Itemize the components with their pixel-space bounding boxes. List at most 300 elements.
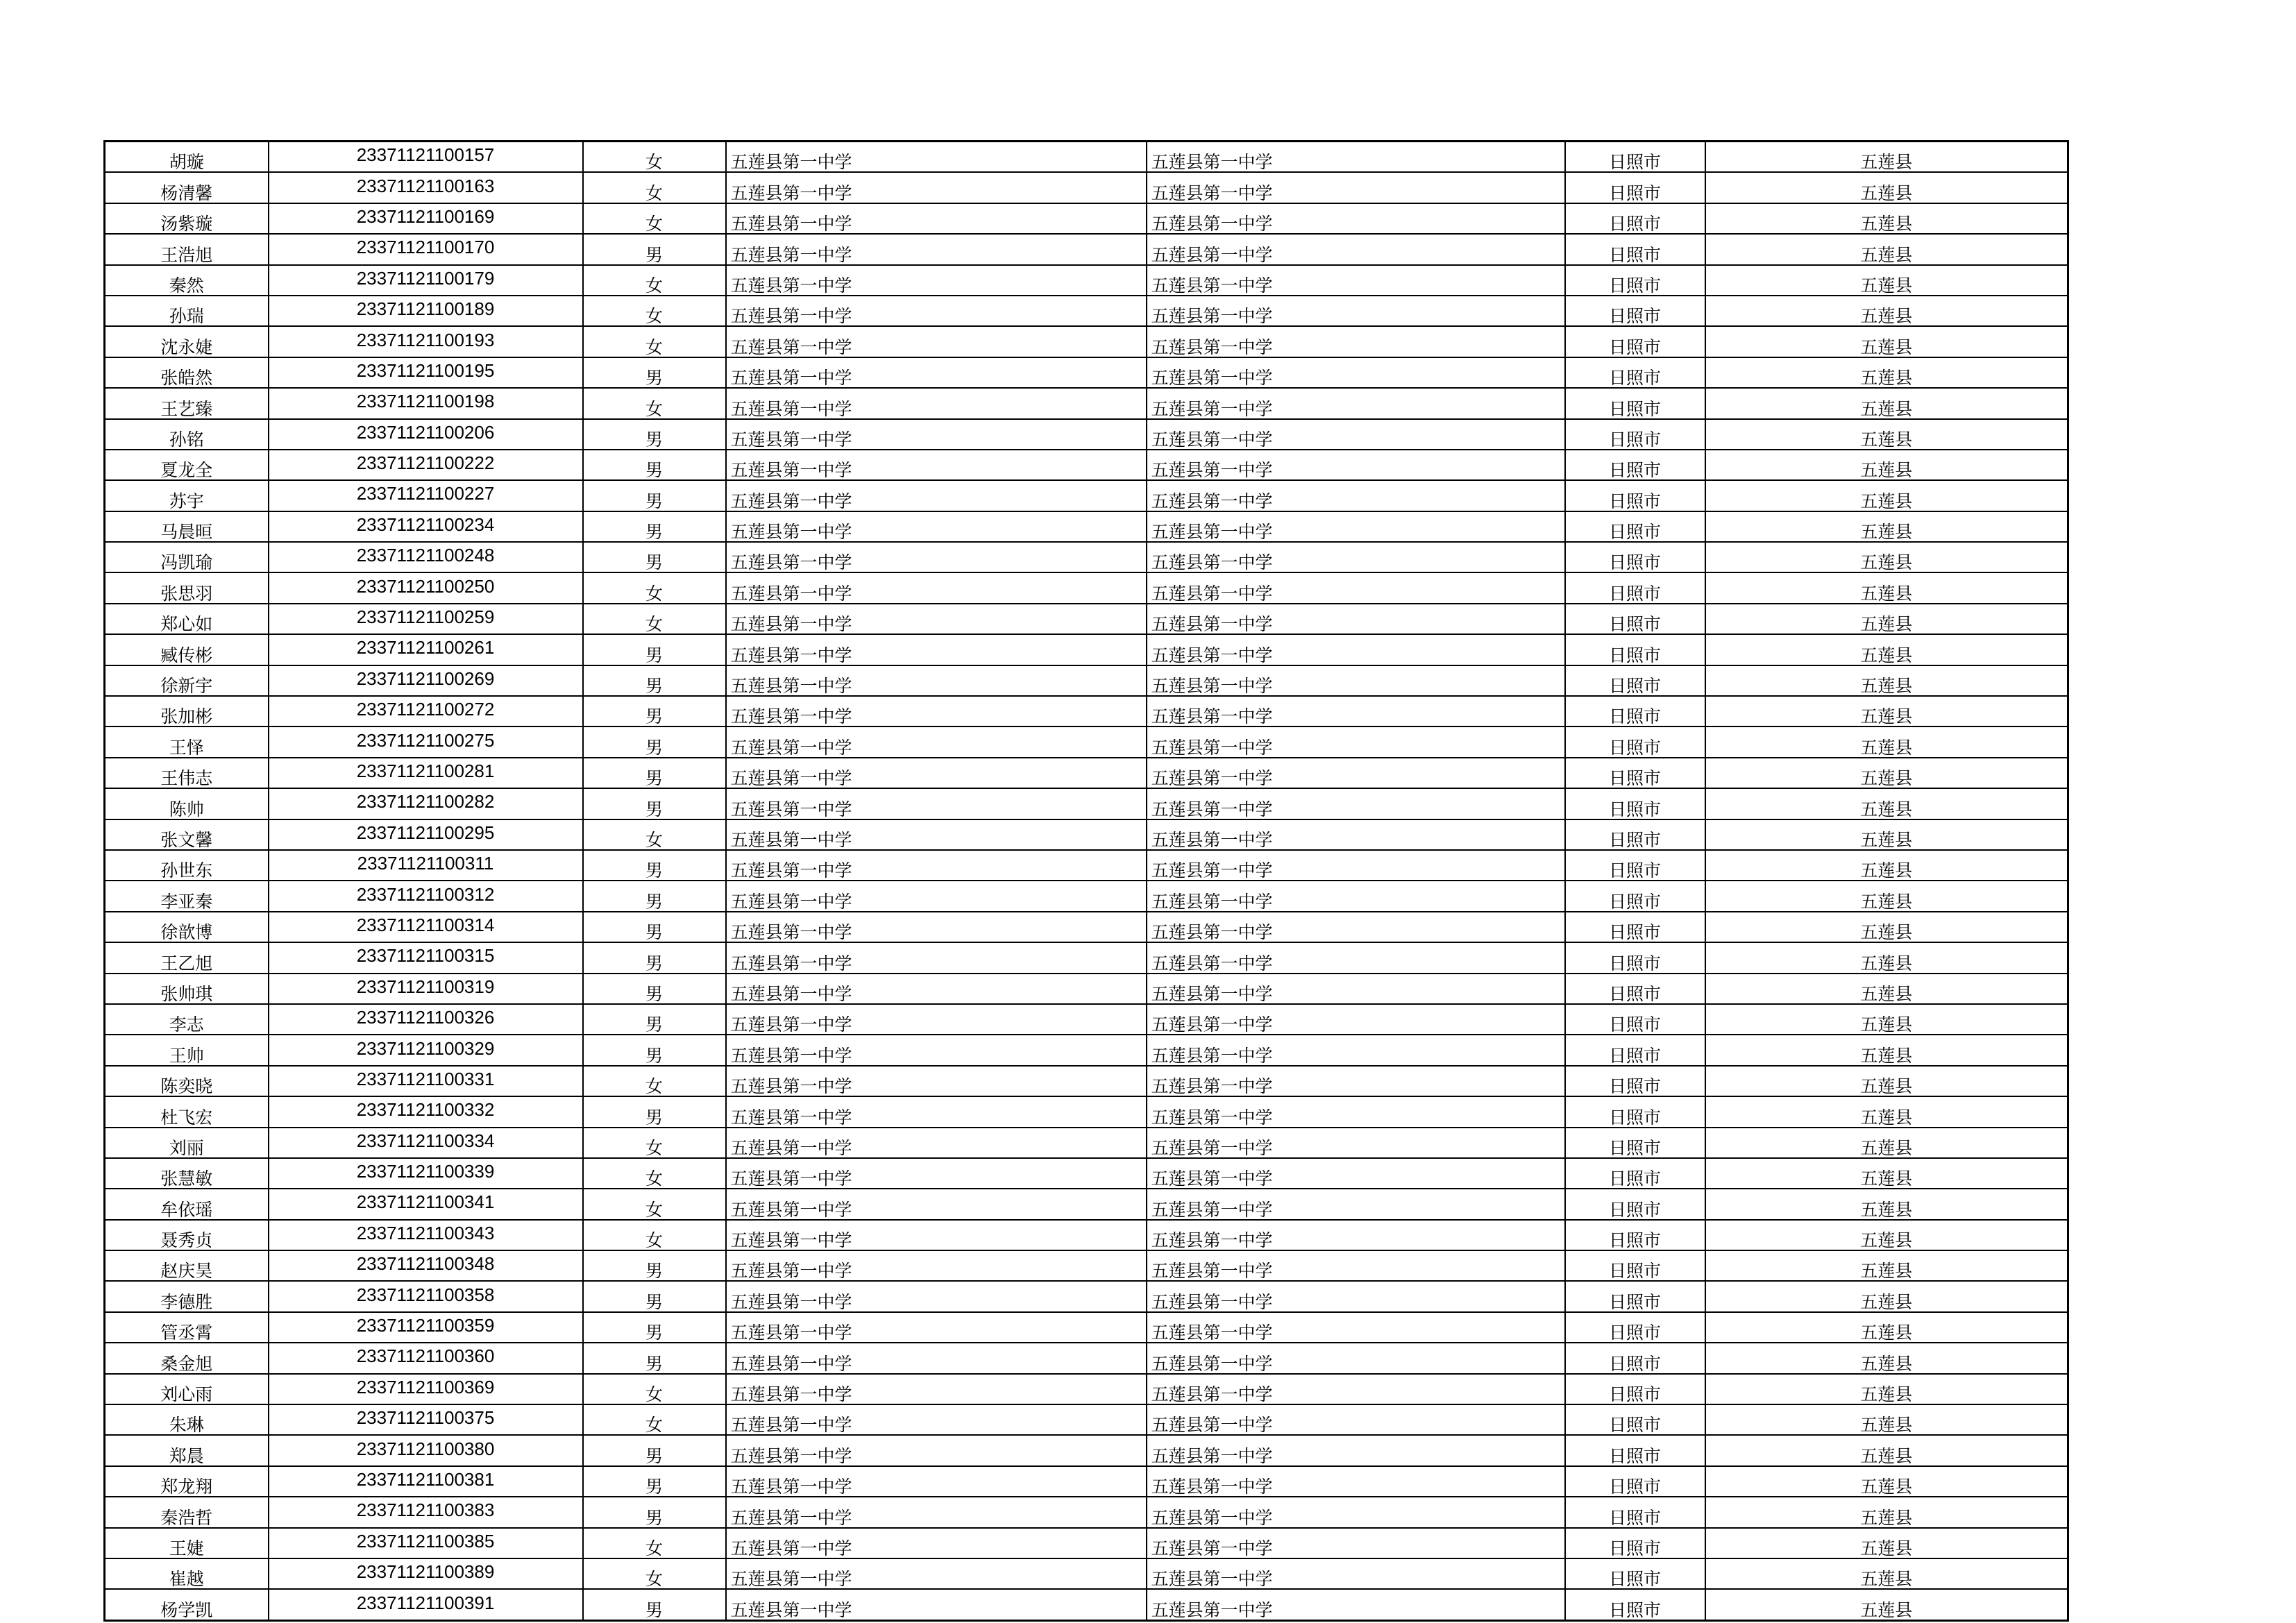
- cell-city: 日照市: [1565, 604, 1705, 634]
- cell-name: 聂秀贞: [105, 1220, 269, 1250]
- cell-county: 五莲县: [1705, 634, 2068, 665]
- cell-county: 五莲县: [1705, 1374, 2068, 1404]
- cell-graduation-school: 五莲县第一中学: [1147, 480, 1565, 511]
- table-row: [105, 203, 2068, 234]
- cell-school: 五莲县第一中学: [726, 696, 1147, 726]
- cell-city: 日照市: [1565, 1066, 1705, 1096]
- cell-exam-id: 23371121100380: [269, 1435, 583, 1465]
- cell-exam-id: 23371121100359: [269, 1312, 583, 1343]
- cell-name: 徐新宇: [105, 665, 269, 696]
- cell-school: 五莲县第一中学: [726, 850, 1147, 881]
- cell-graduation-school: 五莲县第一中学: [1147, 1374, 1565, 1404]
- cell-name: 冯凯瑜: [105, 542, 269, 572]
- cell-gender: 女: [583, 819, 726, 850]
- cell-gender: 女: [583, 326, 726, 357]
- table-row: [105, 912, 2068, 942]
- cell-school: 五莲县第一中学: [726, 419, 1147, 450]
- cell-exam-id: 23371121100198: [269, 388, 583, 418]
- cell-graduation-school: 五莲县第一中学: [1147, 1158, 1565, 1189]
- cell-city: 日照市: [1565, 572, 1705, 603]
- cell-county: 五莲县: [1705, 1558, 2068, 1589]
- cell-graduation-school: 五莲县第一中学: [1147, 419, 1565, 450]
- cell-name: 赵庆昊: [105, 1250, 269, 1281]
- cell-name: 管丞霄: [105, 1312, 269, 1343]
- cell-city: 日照市: [1565, 788, 1705, 819]
- cell-gender: 男: [583, 1035, 726, 1065]
- table-row: [105, 172, 2068, 203]
- table-row: [105, 296, 2068, 326]
- cell-school: 五莲县第一中学: [726, 942, 1147, 973]
- cell-school: 五莲县第一中学: [726, 1158, 1147, 1189]
- table-row: [105, 1220, 2068, 1250]
- cell-exam-id: 23371121100282: [269, 788, 583, 819]
- cell-county: 五莲县: [1705, 604, 2068, 634]
- cell-graduation-school: 五莲县第一中学: [1147, 1404, 1565, 1435]
- cell-graduation-school: 五莲县第一中学: [1147, 296, 1565, 326]
- cell-exam-id: 23371121100234: [269, 511, 583, 542]
- cell-graduation-school: 五莲县第一中学: [1147, 1589, 1565, 1620]
- cell-exam-id: 23371121100358: [269, 1281, 583, 1311]
- cell-graduation-school: 五莲县第一中学: [1147, 326, 1565, 357]
- cell-city: 日照市: [1565, 1035, 1705, 1065]
- cell-county: 五莲县: [1705, 665, 2068, 696]
- cell-graduation-school: 五莲县第一中学: [1147, 172, 1565, 203]
- cell-gender: 女: [583, 1128, 726, 1158]
- cell-graduation-school: 五莲县第一中学: [1147, 942, 1565, 973]
- cell-school: 五莲县第一中学: [726, 265, 1147, 296]
- cell-city: 日照市: [1565, 665, 1705, 696]
- cell-county: 五莲县: [1705, 1589, 2068, 1620]
- cell-name: 李德胜: [105, 1281, 269, 1311]
- cell-school: 五莲县第一中学: [726, 758, 1147, 788]
- cell-graduation-school: 五莲县第一中学: [1147, 1250, 1565, 1281]
- cell-city: 日照市: [1565, 388, 1705, 418]
- cell-graduation-school: 五莲县第一中学: [1147, 1343, 1565, 1373]
- table-row: [105, 696, 2068, 726]
- cell-exam-id: 23371121100227: [269, 480, 583, 511]
- cell-city: 日照市: [1565, 1497, 1705, 1527]
- cell-county: 五莲县: [1705, 1128, 2068, 1158]
- cell-graduation-school: 五莲县第一中学: [1147, 1035, 1565, 1065]
- cell-county: 五莲县: [1705, 450, 2068, 480]
- table-row: [105, 1528, 2068, 1558]
- cell-gender: 男: [583, 850, 726, 881]
- cell-city: 日照市: [1565, 1466, 1705, 1497]
- cell-exam-id: 23371121100179: [269, 265, 583, 296]
- cell-exam-id: 23371121100334: [269, 1128, 583, 1158]
- cell-graduation-school: 五莲县第一中学: [1147, 1528, 1565, 1558]
- cell-graduation-school: 五莲县第一中学: [1147, 142, 1565, 173]
- cell-school: 五莲县第一中学: [726, 450, 1147, 480]
- cell-name: 杨清馨: [105, 172, 269, 203]
- cell-exam-id: 23371121100331: [269, 1066, 583, 1096]
- cell-exam-id: 23371121100360: [269, 1343, 583, 1373]
- table-row: [105, 942, 2068, 973]
- cell-county: 五莲县: [1705, 1035, 2068, 1065]
- table-row: [105, 542, 2068, 572]
- cell-county: 五莲县: [1705, 203, 2068, 234]
- cell-school: 五莲县第一中学: [726, 511, 1147, 542]
- cell-graduation-school: 五莲县第一中学: [1147, 788, 1565, 819]
- cell-exam-id: 23371121100170: [269, 234, 583, 264]
- table-row: [105, 142, 2068, 173]
- cell-gender: 女: [583, 296, 726, 326]
- cell-school: 五莲县第一中学: [726, 572, 1147, 603]
- cell-city: 日照市: [1565, 203, 1705, 234]
- cell-exam-id: 23371121100193: [269, 326, 583, 357]
- cell-name: 崔越: [105, 1558, 269, 1589]
- cell-name: 孙铭: [105, 419, 269, 450]
- cell-county: 五莲县: [1705, 726, 2068, 757]
- cell-gender: 女: [583, 604, 726, 634]
- cell-county: 五莲县: [1705, 974, 2068, 1004]
- cell-name: 李亚秦: [105, 881, 269, 911]
- cell-name: 秦然: [105, 265, 269, 296]
- table-row: [105, 265, 2068, 296]
- table-row: [105, 1312, 2068, 1343]
- cell-exam-id: 23371121100189: [269, 296, 583, 326]
- table-row: [105, 850, 2068, 881]
- cell-school: 五莲县第一中学: [726, 172, 1147, 203]
- cell-school: 五莲县第一中学: [726, 665, 1147, 696]
- cell-graduation-school: 五莲县第一中学: [1147, 912, 1565, 942]
- table-row: [105, 604, 2068, 634]
- cell-exam-id: 23371121100341: [269, 1189, 583, 1219]
- cell-school: 五莲县第一中学: [726, 726, 1147, 757]
- cell-city: 日照市: [1565, 1250, 1705, 1281]
- cell-city: 日照市: [1565, 881, 1705, 911]
- cell-graduation-school: 五莲县第一中学: [1147, 572, 1565, 603]
- cell-gender: 男: [583, 912, 726, 942]
- cell-city: 日照市: [1565, 265, 1705, 296]
- cell-graduation-school: 五莲县第一中学: [1147, 1128, 1565, 1158]
- cell-city: 日照市: [1565, 542, 1705, 572]
- table-row: [105, 326, 2068, 357]
- cell-school: 五莲县第一中学: [726, 1528, 1147, 1558]
- cell-city: 日照市: [1565, 1096, 1705, 1127]
- cell-gender: 男: [583, 1589, 726, 1620]
- cell-gender: 男: [583, 511, 726, 542]
- cell-name: 杜飞宏: [105, 1096, 269, 1127]
- table-row: [105, 1404, 2068, 1435]
- cell-school: 五莲县第一中学: [726, 1220, 1147, 1250]
- cell-exam-id: 23371121100281: [269, 758, 583, 788]
- table-row: [105, 1589, 2068, 1620]
- cell-graduation-school: 五莲县第一中学: [1147, 1466, 1565, 1497]
- cell-graduation-school: 五莲县第一中学: [1147, 265, 1565, 296]
- cell-city: 日照市: [1565, 850, 1705, 881]
- cell-gender: 男: [583, 419, 726, 450]
- cell-county: 五莲县: [1705, 1466, 2068, 1497]
- cell-exam-id: 23371121100326: [269, 1004, 583, 1035]
- cell-graduation-school: 五莲县第一中学: [1147, 726, 1565, 757]
- cell-gender: 女: [583, 1404, 726, 1435]
- cell-exam-id: 23371121100332: [269, 1096, 583, 1127]
- cell-county: 五莲县: [1705, 1343, 2068, 1373]
- cell-graduation-school: 五莲县第一中学: [1147, 819, 1565, 850]
- cell-city: 日照市: [1565, 419, 1705, 450]
- cell-gender: 女: [583, 1558, 726, 1589]
- cell-school: 五莲县第一中学: [726, 634, 1147, 665]
- cell-county: 五莲县: [1705, 1004, 2068, 1035]
- cell-county: 五莲县: [1705, 696, 2068, 726]
- table-row: [105, 634, 2068, 665]
- cell-exam-id: 23371121100250: [269, 572, 583, 603]
- cell-county: 五莲县: [1705, 1312, 2068, 1343]
- cell-name: 杨学凯: [105, 1589, 269, 1620]
- cell-school: 五莲县第一中学: [726, 1589, 1147, 1620]
- cell-name: 王艺臻: [105, 388, 269, 418]
- cell-school: 五莲县第一中学: [726, 974, 1147, 1004]
- cell-exam-id: 23371121100348: [269, 1250, 583, 1281]
- cell-name: 王乙旭: [105, 942, 269, 973]
- cell-school: 五莲县第一中学: [726, 1466, 1147, 1497]
- table-row: [105, 1374, 2068, 1404]
- cell-graduation-school: 五莲县第一中学: [1147, 1558, 1565, 1589]
- cell-gender: 女: [583, 265, 726, 296]
- table-row: [105, 511, 2068, 542]
- cell-name: 郑龙翔: [105, 1466, 269, 1497]
- cell-graduation-school: 五莲县第一中学: [1147, 665, 1565, 696]
- table-row: [105, 1343, 2068, 1373]
- cell-school: 五莲县第一中学: [726, 881, 1147, 911]
- table-row: [105, 726, 2068, 757]
- cell-graduation-school: 五莲县第一中学: [1147, 1435, 1565, 1465]
- cell-graduation-school: 五莲县第一中学: [1147, 203, 1565, 234]
- cell-school: 五莲县第一中学: [726, 604, 1147, 634]
- table-row: [105, 1558, 2068, 1589]
- cell-county: 五莲县: [1705, 942, 2068, 973]
- student-table: [103, 140, 2069, 1622]
- cell-name: 孙世东: [105, 850, 269, 881]
- table-row: [105, 1035, 2068, 1065]
- cell-school: 五莲县第一中学: [726, 788, 1147, 819]
- cell-city: 日照市: [1565, 1374, 1705, 1404]
- cell-county: 五莲县: [1705, 912, 2068, 942]
- cell-county: 五莲县: [1705, 819, 2068, 850]
- cell-name: 陈奕晓: [105, 1066, 269, 1096]
- table-row: [105, 788, 2068, 819]
- cell-city: 日照市: [1565, 234, 1705, 264]
- cell-county: 五莲县: [1705, 326, 2068, 357]
- cell-gender: 男: [583, 726, 726, 757]
- cell-gender: 男: [583, 480, 726, 511]
- cell-city: 日照市: [1565, 450, 1705, 480]
- cell-gender: 男: [583, 1250, 726, 1281]
- cell-name: 王伟志: [105, 758, 269, 788]
- table-row: [105, 881, 2068, 911]
- table-row: [105, 234, 2068, 264]
- cell-county: 五莲县: [1705, 234, 2068, 264]
- cell-name: 郑晨: [105, 1435, 269, 1465]
- cell-school: 五莲县第一中学: [726, 203, 1147, 234]
- cell-gender: 男: [583, 881, 726, 911]
- table-row: [105, 1281, 2068, 1311]
- cell-school: 五莲县第一中学: [726, 480, 1147, 511]
- cell-graduation-school: 五莲县第一中学: [1147, 234, 1565, 264]
- cell-gender: 男: [583, 234, 726, 264]
- cell-county: 五莲县: [1705, 881, 2068, 911]
- cell-name: 张皓然: [105, 357, 269, 388]
- cell-gender: 男: [583, 1343, 726, 1373]
- cell-city: 日照市: [1565, 819, 1705, 850]
- cell-city: 日照市: [1565, 696, 1705, 726]
- cell-exam-id: 23371121100261: [269, 634, 583, 665]
- table-row: [105, 388, 2068, 418]
- cell-city: 日照市: [1565, 1435, 1705, 1465]
- cell-school: 五莲县第一中学: [726, 1404, 1147, 1435]
- cell-county: 五莲县: [1705, 1250, 2068, 1281]
- cell-gender: 男: [583, 1435, 726, 1465]
- cell-school: 五莲县第一中学: [726, 1312, 1147, 1343]
- cell-school: 五莲县第一中学: [726, 326, 1147, 357]
- cell-city: 日照市: [1565, 1004, 1705, 1035]
- cell-name: 桑金旭: [105, 1343, 269, 1373]
- cell-graduation-school: 五莲县第一中学: [1147, 634, 1565, 665]
- cell-city: 日照市: [1565, 357, 1705, 388]
- cell-county: 五莲县: [1705, 480, 2068, 511]
- cell-city: 日照市: [1565, 1558, 1705, 1589]
- cell-gender: 女: [583, 1374, 726, 1404]
- table-row: [105, 1158, 2068, 1189]
- cell-graduation-school: 五莲县第一中学: [1147, 604, 1565, 634]
- table-row: [105, 1466, 2068, 1497]
- cell-graduation-school: 五莲县第一中学: [1147, 1312, 1565, 1343]
- cell-gender: 男: [583, 942, 726, 973]
- cell-county: 五莲县: [1705, 296, 2068, 326]
- cell-city: 日照市: [1565, 296, 1705, 326]
- cell-exam-id: 23371121100315: [269, 942, 583, 973]
- cell-city: 日照市: [1565, 172, 1705, 203]
- cell-county: 五莲县: [1705, 542, 2068, 572]
- table-row: [105, 1096, 2068, 1127]
- cell-county: 五莲县: [1705, 1497, 2068, 1527]
- cell-exam-id: 23371121100381: [269, 1466, 583, 1497]
- cell-city: 日照市: [1565, 142, 1705, 173]
- cell-gender: 女: [583, 1528, 726, 1558]
- cell-name: 李志: [105, 1004, 269, 1035]
- cell-gender: 男: [583, 788, 726, 819]
- cell-exam-id: 23371121100329: [269, 1035, 583, 1065]
- cell-gender: 女: [583, 1220, 726, 1250]
- cell-gender: 女: [583, 172, 726, 203]
- cell-gender: 男: [583, 1281, 726, 1311]
- cell-gender: 女: [583, 1189, 726, 1219]
- cell-gender: 男: [583, 1096, 726, 1127]
- cell-gender: 女: [583, 572, 726, 603]
- cell-graduation-school: 五莲县第一中学: [1147, 511, 1565, 542]
- cell-county: 五莲县: [1705, 1220, 2068, 1250]
- cell-county: 五莲县: [1705, 419, 2068, 450]
- cell-city: 日照市: [1565, 1220, 1705, 1250]
- cell-exam-id: 23371121100319: [269, 974, 583, 1004]
- cell-school: 五莲县第一中学: [726, 819, 1147, 850]
- cell-county: 五莲县: [1705, 1066, 2068, 1096]
- cell-name: 张文馨: [105, 819, 269, 850]
- cell-city: 日照市: [1565, 480, 1705, 511]
- cell-school: 五莲县第一中学: [726, 1066, 1147, 1096]
- table-row: [105, 1004, 2068, 1035]
- cell-school: 五莲县第一中学: [726, 1435, 1147, 1465]
- cell-graduation-school: 五莲县第一中学: [1147, 388, 1565, 418]
- cell-city: 日照市: [1565, 634, 1705, 665]
- cell-gender: 男: [583, 357, 726, 388]
- table-row: [105, 758, 2068, 788]
- cell-exam-id: 23371121100385: [269, 1528, 583, 1558]
- cell-school: 五莲县第一中学: [726, 1497, 1147, 1527]
- cell-gender: 男: [583, 634, 726, 665]
- cell-county: 五莲县: [1705, 1435, 2068, 1465]
- cell-exam-id: 23371121100206: [269, 419, 583, 450]
- cell-county: 五莲县: [1705, 1158, 2068, 1189]
- cell-school: 五莲县第一中学: [726, 1128, 1147, 1158]
- table-row: [105, 1128, 2068, 1158]
- cell-school: 五莲县第一中学: [726, 1250, 1147, 1281]
- cell-name: 张思羽: [105, 572, 269, 603]
- cell-name: 刘心雨: [105, 1374, 269, 1404]
- table-row: [105, 419, 2068, 450]
- cell-city: 日照市: [1565, 511, 1705, 542]
- cell-exam-id: 23371121100391: [269, 1589, 583, 1620]
- cell-exam-id: 23371121100163: [269, 172, 583, 203]
- cell-gender: 女: [583, 388, 726, 418]
- cell-exam-id: 23371121100369: [269, 1374, 583, 1404]
- cell-name: 张慧敏: [105, 1158, 269, 1189]
- cell-name: 夏龙全: [105, 450, 269, 480]
- table-row: [105, 974, 2068, 1004]
- table-row: [105, 480, 2068, 511]
- cell-exam-id: 23371121100259: [269, 604, 583, 634]
- cell-city: 日照市: [1565, 1404, 1705, 1435]
- cell-school: 五莲县第一中学: [726, 388, 1147, 418]
- cell-city: 日照市: [1565, 912, 1705, 942]
- cell-gender: 女: [583, 1066, 726, 1096]
- cell-county: 五莲县: [1705, 357, 2068, 388]
- cell-city: 日照市: [1565, 758, 1705, 788]
- cell-graduation-school: 五莲县第一中学: [1147, 850, 1565, 881]
- cell-name: 张加彬: [105, 696, 269, 726]
- cell-exam-id: 23371121100272: [269, 696, 583, 726]
- table-row: [105, 357, 2068, 388]
- cell-school: 五莲县第一中学: [726, 234, 1147, 264]
- cell-graduation-school: 五莲县第一中学: [1147, 1066, 1565, 1096]
- cell-exam-id: 23371121100339: [269, 1158, 583, 1189]
- cell-city: 日照市: [1565, 1589, 1705, 1620]
- cell-name: 王浩旭: [105, 234, 269, 264]
- cell-graduation-school: 五莲县第一中学: [1147, 881, 1565, 911]
- cell-county: 五莲县: [1705, 572, 2068, 603]
- cell-city: 日照市: [1565, 1189, 1705, 1219]
- cell-school: 五莲县第一中学: [726, 357, 1147, 388]
- cell-graduation-school: 五莲县第一中学: [1147, 450, 1565, 480]
- cell-county: 五莲县: [1705, 172, 2068, 203]
- cell-exam-id: 23371121100275: [269, 726, 583, 757]
- cell-school: 五莲县第一中学: [726, 1035, 1147, 1065]
- cell-county: 五莲县: [1705, 1281, 2068, 1311]
- cell-school: 五莲县第一中学: [726, 1558, 1147, 1589]
- cell-name: 张帅琪: [105, 974, 269, 1004]
- cell-city: 日照市: [1565, 974, 1705, 1004]
- cell-name: 刘丽: [105, 1128, 269, 1158]
- table-row: [105, 1189, 2068, 1219]
- cell-county: 五莲县: [1705, 1404, 2068, 1435]
- cell-county: 五莲县: [1705, 511, 2068, 542]
- cell-county: 五莲县: [1705, 850, 2068, 881]
- cell-city: 日照市: [1565, 1281, 1705, 1311]
- cell-gender: 女: [583, 203, 726, 234]
- cell-exam-id: 23371121100389: [269, 1558, 583, 1589]
- cell-name: 孙瑞: [105, 296, 269, 326]
